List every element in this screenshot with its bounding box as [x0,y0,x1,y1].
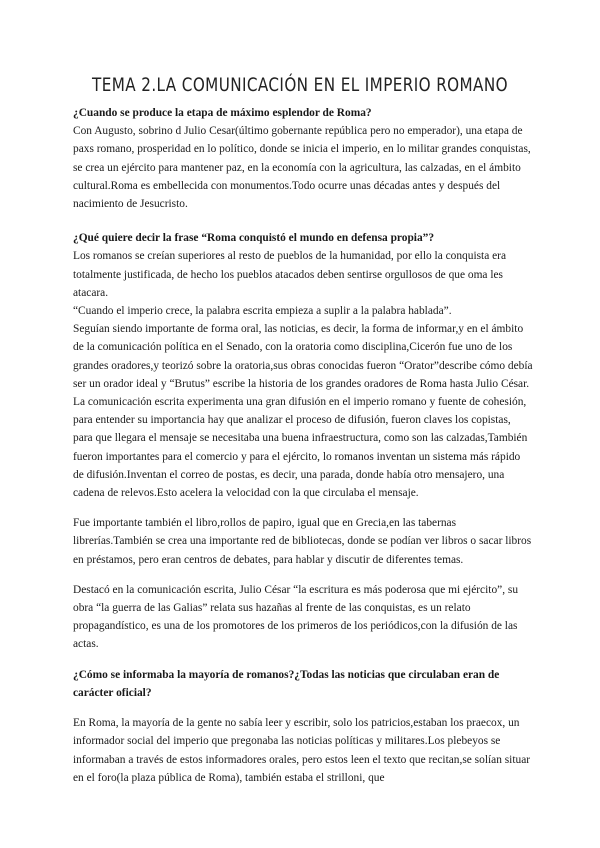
section-2-paragraph-1: Los romanos se creían superiores al resto de pueblos de la humanidad, por ello la conquista era totalmente justificada, de hecho los pueblos atacados deben sentirse orgullosos de que oma les atacara. [73,250,507,299]
document-body [73,104,533,787]
section-3-paragraph-1: En Roma, la mayoría de la gente no sabía leer y escribir, solo los patricios,estaban los praecox, un informador social del imperio que pregonaba las noticias políticas y militares.Los plebeyos se informaban a través de estos informadores orales, pero estos leen el texto que recitan,se solían situar en el foro(la plaza pública de Roma), también estaba el strilloni, que [73,717,531,784]
section-1-paragraph-1: Con Augusto, sobrino d Julio Cesar(último gobernante república pero no emperador), una etapa de paxs romano, prosperidad en lo político, donde se inicia el imperio, en lo militar grandes conquistas, se crea un ejército para mantener paz, en la economía con la agricultura, las calzadas, en el ámbito cultural.Roma es embellecida con monumentos.Todo ocurre unas décadas antes y después del nacimiento de Jesucristo. [73,125,531,211]
section-2-question: ¿Qué quiere decir la frase “Roma conquistó el mundo en defensa propia”? [73,232,435,245]
section-1-question: ¿Cuando se produce la etapa de máximo esplendor de Roma? [73,107,372,119]
section-2-quote: “Cuando el imperio crece, la palabra escrita empieza a suplir a la palabra hablada”. [73,305,452,318]
section-2-paragraph-5: Fue importante también el libro,rollos de papiro, igual que en Grecia,en las tabernas librerías.También se crea una importante red de bibliotecas, donde se podían ver libros o sacar libros en préstamos, pero eran centros de debates, para hablar y discutir de diferentes temas. [73,517,532,566]
section-2-paragraph-4: La comunicación escrita experimenta una gran difusión en el imperio romano y fuente de cohesión, para entender su importancia hay que analizar el proceso de difusión, fueron claves los copistas, para que llegara el mensaje se necesitaba una buena infraestructura, como son las calzadas,También fueron importantes para el comercio y para el ejército, lo romanos inventan un sistema más rápido de difusión.Inventan el correo de postas, es decir, una parada, donde había otro mensajero, una cadena de relevos.Esto acelera la velocidad con la que circulaba el mensaje. [73,396,528,500]
page-title: TEMA 2.LA COMUNICACIÓN EN EL IMPERIO ROMANO [92,74,508,96]
section-3-question: ¿Cómo se informaba la mayoría de romanos?¿Todas las noticias que circulaban eran de carácter oficial? [73,668,500,699]
section-2-paragraph-3: Seguían siendo importante de forma oral, las noticias, es decir, la forma de informar,y en el ámbito de la comunicación política en el Senado, con la oratoria como disciplina,Cicerón fue uno de los grandes oradores,y teorizó sobre la oratoria,sus obras conocidas fueron “Orator”describe cómo debía ser un orador ideal y “Brutus” escribe la historia de los grandes oradores de Roma hasta Julio César. [73,323,533,390]
section-2-paragraph-6: Destacó en la comunicación escrita, Julio César “la escritura es más poderosa que mi ejército”, su obra “la guerra de las Galias” relata sus hazañas al frente de las conquistas, es un relato propagandístico, es una de los promotores de los primeros de los periódicos,con la difusión de las actas. [73,583,519,651]
